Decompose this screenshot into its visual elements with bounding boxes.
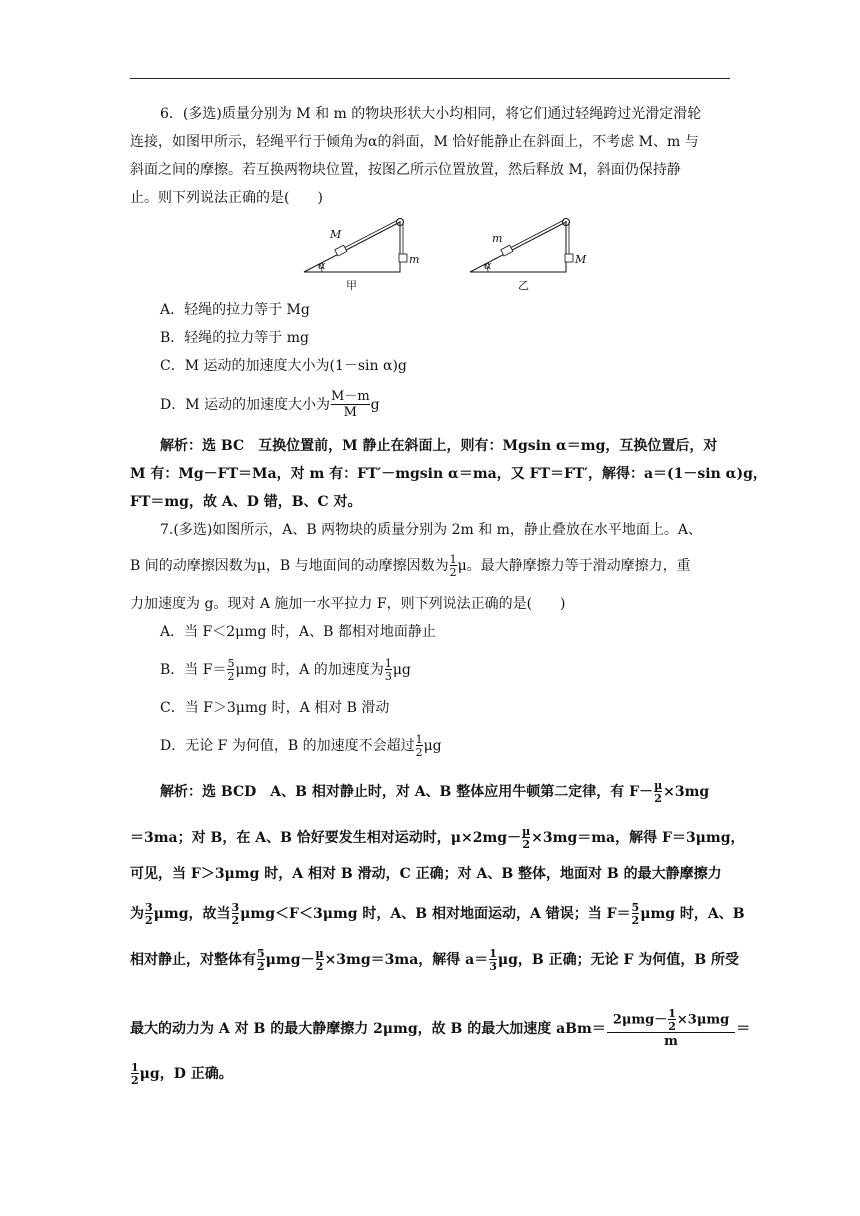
q6-line-2: 连接，如图甲所示，轻绳平行于倾角为α的斜面，M 恰好能静止在斜面上，不考虑 M、m 与 [130, 134, 699, 150]
q7-solution-line-7: $\frac{1}{2}$ μg，D 正确。 [131, 1061, 233, 1087]
q7-line-3: 力加速度为 g。现对 A 施加一水平拉力 F，则下列说法正确的是( ) [130, 596, 566, 612]
q7-solution-line-4: 为 $\frac{3}{2}$ μmg，故当 $\frac{3}{2}$ μmg＜F＜3μmg 时，A、B 相对地面运动，A 错误；当 F＝ $\frac{5}{2}$ μmg 时，A、B [130, 901, 745, 927]
q6-solution-line-2: M 有：Mg－FT＝Ma，对 m 有：FT′－mgsin α＝ma，又 FT＝FT′，解得：a＝(1－sin α)g， [130, 466, 767, 482]
q6-solution-line-1: 解析：选 BC 互换位置前，M 静止在斜面上，则有：Mgsin α＝mg，互换位置后，对 [160, 438, 718, 454]
fig-jia-angle-label: α [318, 259, 326, 272]
q7-option-b: B．当 F＝ $\frac{5}{2}$ μmg 时，A 的加速度为 $\frac{1}{3}$ μg [160, 657, 411, 683]
q7-solution-line-1: 解析：选 BCD A、B 相对静止时，对 A、B 整体应用牛顿第二定律，有 F－ $\frac{\mu}{2}$ ×3mg [160, 779, 710, 805]
fig-jia-caption: 甲 [346, 279, 357, 292]
fig-yi-angle-label: α [484, 259, 492, 272]
q7-option-a: A．当 F＜2μmg 时，A、B 都相对地面静止 [160, 624, 436, 640]
q6-line-3: 斜面之间的摩擦。若互换两物块位置，按图乙所示位置放置，然后释放 M，斜面仍保持静 [130, 162, 681, 178]
q6-line-4: 止。则下列说法正确的是( ) [130, 190, 323, 206]
fig-yi-caption: 乙 [518, 279, 529, 292]
q7-solution-line-6: 最大的动力为 A 对 B 的最大静摩擦力 2μmg，故 B 的最大加速度 aBm＝ 2μmg－ $\frac{1}{2}$ ×3μmg m ＝ [130, 1007, 751, 1049]
q7-solution-line-2: ＝3ma；对 B，在 A、B 恰好要发生相对运动时，μ×2mg－ $\frac{\mu}{2}$ ×3mg＝ma，解得 F＝3μmg， [130, 825, 745, 851]
fig-jia-hang-block-label: m [409, 253, 420, 266]
q7-line-2: B 间的动摩擦因数为μ，B 与地面间的动摩擦因数为 $\frac{1}{2}$ μ。最大静摩擦力等于滑动摩擦力，重 [130, 553, 691, 579]
fig-jia-top-block-label: M [330, 228, 342, 241]
q6-option-c: C．M 运动的加速度大小为(1－sin α)g [160, 358, 407, 374]
q6-solution-line-3: FT＝mg，故 A、D 错，B、C 对。 [130, 494, 362, 510]
q6-option-b: B．轻绳的拉力等于 mg [160, 330, 309, 346]
q7-option-c: C．当 F＞3μmg 时，A 相对 B 滑动 [160, 700, 390, 716]
q6-line-1: 6．(多选)质量分别为 M 和 m 的物块形状大小均相同，将它们通过轻绳跨过光滑定滑轮 [160, 106, 702, 122]
q7-solution-line-5: 相对静止，对整体有 $\frac{5}{2}$ μmg－ $\frac{\mu}{2}$ ×3mg＝3ma，解得 a＝ $\frac{1}{3}$ μg，B 正确；无论 F 为何值，B 所受 [130, 947, 740, 973]
fig-yi-hang-block-label: M [575, 253, 587, 266]
fig-yi-top-block-label: m [492, 232, 503, 245]
q6-option-d: D．M 运动的加速度大小为 $\frac{M-m}{M}$ g [160, 389, 380, 420]
q7-option-d: D．无论 F 为何值，B 的加速度不会超过 $\frac{1}{2}$ μg [160, 733, 442, 759]
header-rule [130, 78, 730, 79]
q7-line-1: 7.(多选)如图所示，A、B 两物块的质量分别为 2m 和 m，静止叠放在水平地面上。A、 [160, 522, 703, 538]
q7-solution-line-3: 可见，当 F＞3μmg 时，A 相对 B 滑动，C 正确；对 A、B 整体，地面对 B 的最大静摩擦力 [130, 866, 722, 882]
q6-option-a: A．轻绳的拉力等于 Mg [160, 302, 310, 318]
